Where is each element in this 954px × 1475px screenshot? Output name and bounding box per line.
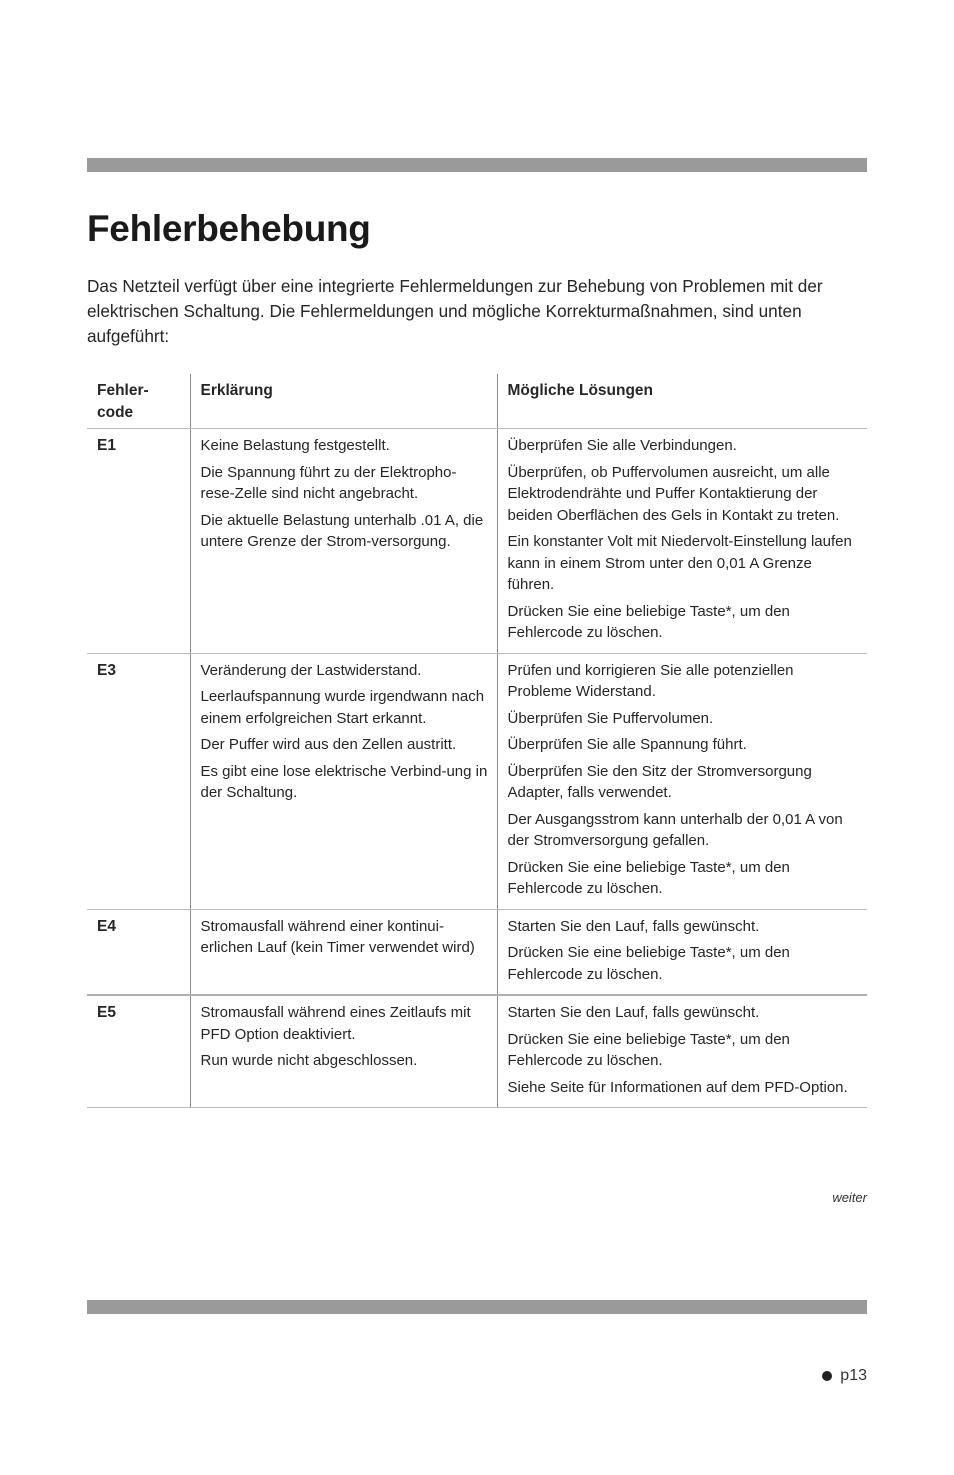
top-rule	[87, 158, 867, 172]
explanation-cell	[190, 909, 497, 995]
page-number-label: p13	[840, 1367, 867, 1384]
page-title: Fehlerbehebung	[87, 208, 371, 249]
header-explanation: Erklärung	[190, 374, 497, 429]
explanation-item: Leerlaufspannung wurde irgendwann nach einem erfolgreichen Start erkannt.	[200, 688, 485, 727]
solutions-item: Drücken Sie eine beliebige Taste*, um den Fehlercode zu löschen.	[507, 944, 790, 983]
solutions-item: Der Ausgangsstrom kann unterhalb der 0,01 A von der Stromversorgung gefallen.	[507, 810, 843, 849]
table-header-row	[87, 374, 867, 429]
explanation-cell	[190, 653, 497, 909]
solutions-item: Überprüfen Sie den Sitz der Stromversorgung Adapter, falls verwendet.	[507, 762, 812, 801]
intro-paragraph: Das Netzteil verfügt über eine integrierte Fehlermeldungen zur Behebung von Problemen mit der elektrischen Schaltung. Die Fehlermeldungen und mögliche Korrekturmaßnahmen, sind unten aufgeführt:	[87, 276, 823, 346]
solutions-cell	[497, 995, 867, 1108]
solutions-item: Drücken Sie eine beliebige Taste*, um den Fehlercode zu löschen.	[507, 602, 790, 641]
table-row	[87, 995, 867, 1108]
error-code-table	[87, 374, 867, 1108]
error-code-cell: E5	[87, 995, 190, 1108]
explanation-item: Der Puffer wird aus den Zellen austritt.	[200, 736, 457, 753]
explanation-item: Die aktuelle Belastung unterhalb .01 A, die untere Grenze der Strom-versorgung.	[200, 511, 484, 550]
explanation-item: Run wurde nicht abgeschlossen.	[200, 1052, 418, 1069]
explanation-item: Es gibt eine lose elektrische Verbind-ung in der Schaltung.	[200, 762, 488, 801]
solutions-item: Prüfen und korrigieren Sie alle potenziellen Probleme Widerstand.	[507, 661, 794, 700]
bottom-rule	[87, 1300, 867, 1314]
explanation-cell	[190, 429, 497, 654]
solutions-item: Überprüfen Sie Puffervolumen.	[507, 709, 714, 727]
explanation-item: Stromausfall während eines Zeitlaufs mit PFD Option deaktiviert.	[200, 1004, 471, 1043]
solutions-item: Überprüfen, ob Puffervolumen ausreicht, um alle Elektrodendrähte und Puffer Kontaktierung der beiden Oberflächen des Gels in Kontakt zu treten.	[507, 463, 840, 524]
solutions-item: Drücken Sie eine beliebige Taste*, um den Fehlercode zu löschen.	[507, 1030, 790, 1069]
solutions-item: Starten Sie den Lauf, falls gewünscht.	[507, 1004, 760, 1021]
page-number	[822, 1367, 867, 1385]
header-error-code	[87, 374, 190, 429]
bullet-icon	[822, 1371, 832, 1381]
explanation-item: Stromausfall während einer kontinui-erlichen Lauf (kein Timer verwendet wird)	[200, 917, 475, 956]
error-code-cell: E3	[87, 653, 190, 909]
explanation-item: Keine Belastung festgestellt.	[200, 437, 390, 454]
explanation-item: Die Spannung führt zu der Elektropho-rese-Zelle sind nicht angebracht.	[200, 463, 457, 502]
header-error-code-line2: code	[97, 404, 134, 421]
solutions-item: Ein konstanter Volt mit Niedervolt-Einstellung laufen kann in einem Strom unter den 0,01 A Grenze führen.	[507, 533, 852, 593]
error-code-cell: E4	[87, 909, 190, 995]
solutions-cell	[497, 429, 867, 654]
header-error-code-line1: Fehler-	[97, 382, 149, 399]
solutions-item: Starten Sie den Lauf, falls gewünscht.	[507, 917, 760, 935]
error-code-cell: E1	[87, 429, 190, 654]
table-row	[87, 653, 867, 909]
solutions-item: Drücken Sie eine beliebige Taste*, um den Fehlercode zu löschen.	[507, 858, 790, 897]
header-solutions: Mögliche Lösungen	[497, 374, 867, 429]
solutions-cell	[497, 653, 867, 909]
table-row	[87, 429, 867, 654]
solutions-cell	[497, 909, 867, 995]
explanation-item: Veränderung der Lastwiderstand.	[200, 661, 422, 679]
solutions-item: Überprüfen Sie alle Spannung führt.	[507, 736, 747, 753]
solutions-item: Siehe Seite für Informationen auf dem PFD-Option.	[507, 1078, 848, 1096]
table-row	[87, 909, 867, 995]
continued-note: weiter	[832, 1190, 867, 1205]
explanation-cell	[190, 995, 497, 1108]
solutions-item: Überprüfen Sie alle Verbindungen.	[507, 437, 737, 454]
